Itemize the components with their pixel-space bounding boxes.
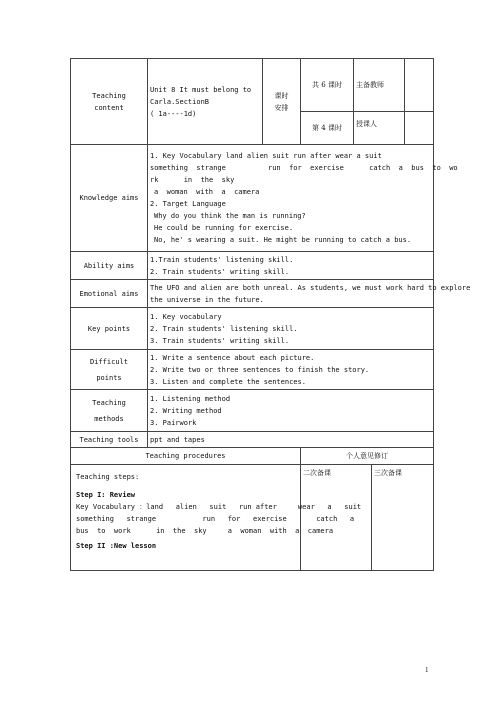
- label-line: content: [94, 103, 124, 112]
- schedule-label: [263, 59, 301, 145]
- text-line: a woman with a camera: [154, 188, 260, 196]
- text-line: bus to work in the sky a woman with a camera: [76, 527, 334, 535]
- step-1-heading: Step I: Review: [76, 491, 136, 499]
- methods-label: [71, 390, 148, 432]
- text-line: No, he' s wearing a suit. He might be running to catch a bus.: [154, 236, 412, 244]
- unit-title-line: Carla.SectionB: [150, 97, 210, 106]
- key-points-row: [71, 308, 434, 350]
- schedule-line: 课时: [274, 91, 289, 100]
- emotional-label: Emotional aims: [71, 280, 148, 308]
- methods-content: [148, 390, 434, 432]
- text-line: The UFO and alien are both unreal. As students, we must work hard to explore: [150, 283, 471, 292]
- lecturer-value: [405, 112, 434, 145]
- header-row: [71, 59, 434, 112]
- text-line: something strange run for exercise catch a: [76, 515, 355, 523]
- revision-label: 个人意见修订: [301, 448, 434, 465]
- tools-label: Teaching tools: [71, 432, 148, 448]
- procedures-label: Teaching procedures: [71, 448, 301, 465]
- ability-content: [148, 252, 434, 280]
- text-line: 1. Listening method: [150, 394, 231, 403]
- text-line: 1. Key vocabulary: [150, 312, 222, 321]
- label-line: points: [96, 373, 122, 382]
- steps-label: Teaching steps:: [76, 473, 140, 481]
- step-2-heading: Step II :New lesson: [76, 542, 157, 550]
- label-line: methods: [94, 414, 124, 423]
- text-line: 3. Train students' writing skill.: [150, 336, 290, 345]
- tools-row: [71, 432, 434, 448]
- ability-row: [71, 252, 434, 280]
- emotional-row: [71, 280, 434, 308]
- label-line: Teaching: [92, 91, 126, 100]
- third-prep-column: 三次备课: [374, 469, 402, 477]
- procedures-row: [71, 465, 434, 571]
- text-line: 1.Train students' listening skill.: [150, 255, 294, 264]
- main-teacher-label: 主备教师: [354, 59, 405, 112]
- text-line: 2. Train students' writing skill.: [150, 267, 290, 276]
- text-line: Why do you think the man is running?: [154, 212, 306, 220]
- difficult-content: [148, 350, 434, 390]
- key-points-label: Key points: [71, 308, 148, 350]
- knowledge-content: [148, 145, 458, 252]
- text-line: He could be running for exercise.: [154, 224, 294, 232]
- difficult-row: [71, 350, 434, 390]
- page-number: 1: [425, 666, 429, 674]
- text-line: rk in the sky: [150, 176, 235, 184]
- text-line: 2. Writing method: [150, 406, 222, 415]
- knowledge-row: [71, 145, 434, 252]
- text-line: 2. Write two or three sentences to finish the story.: [150, 365, 370, 374]
- text-line: Key Vocabulary ：land alien suit run after wear a suit: [76, 503, 362, 511]
- second-prep-column: 二次备课: [301, 465, 372, 570]
- emotional-content: [148, 280, 471, 308]
- period-number: 第 4 课时: [301, 112, 354, 145]
- text-line: 2. Train students' listening skill.: [150, 324, 298, 333]
- lecturer-label: 授课人: [354, 112, 405, 145]
- teaching-content-label: [71, 59, 148, 145]
- ability-label: Ability aims: [71, 252, 148, 280]
- unit-title: [148, 59, 263, 145]
- schedule-line: 安排: [274, 103, 289, 112]
- tools-content: ppt and tapes: [148, 432, 434, 448]
- label-line: Teaching: [92, 398, 126, 407]
- difficult-label: [71, 350, 148, 390]
- main-teacher-value: [405, 59, 434, 112]
- text-line: something strange run for exercise catch a bus to wo: [150, 164, 458, 172]
- total-periods: 共 6 课时: [301, 59, 354, 112]
- key-points-content: [148, 308, 434, 350]
- unit-title-line: ( 1a----1d): [150, 109, 197, 118]
- label-line: Difficult: [90, 357, 128, 366]
- lesson-plan-table: [70, 58, 471, 571]
- knowledge-label: Knowledge aims: [71, 145, 148, 252]
- lesson-plan: [70, 58, 471, 571]
- procedures-header-row: [71, 448, 434, 465]
- text-line: 3. Listen and complete the sentences.: [150, 377, 306, 386]
- text-line: 1. Write a sentence about each picture.: [150, 353, 315, 362]
- text-line: the universe in the future.: [150, 295, 264, 304]
- methods-row: [71, 390, 434, 432]
- text-line: 2. Target Language: [150, 200, 226, 208]
- text-line: 3. Pairwork: [150, 418, 197, 427]
- unit-title-line: Unit 8 It must belong to: [150, 85, 252, 94]
- text-line: 1. Key Vocabulary land alien suit run after wear a suit: [150, 152, 382, 160]
